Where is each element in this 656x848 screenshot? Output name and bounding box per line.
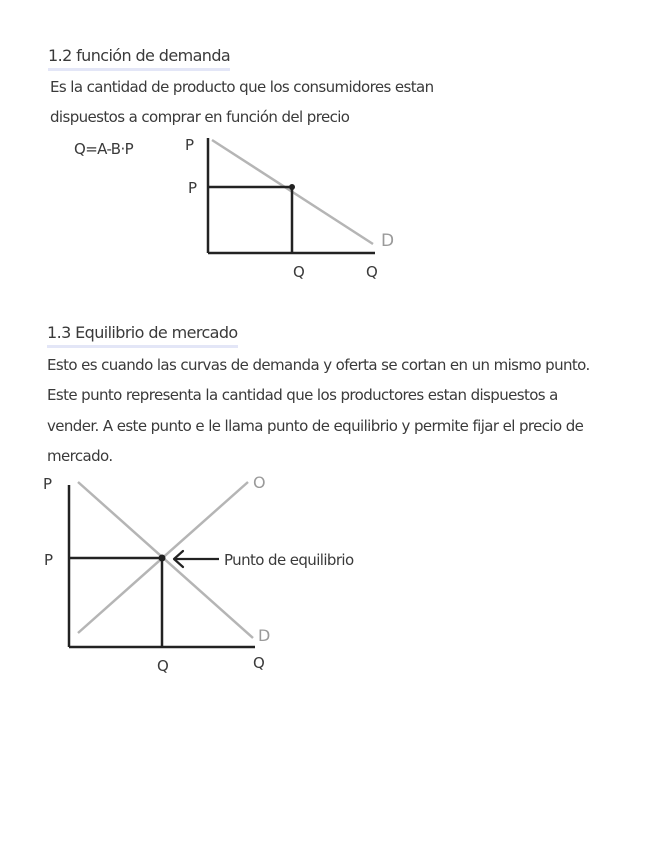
supply-curve-label: O	[253, 473, 266, 492]
equilibrium-text-line-1: Esto es cuando las curvas de demanda y oferta se cortan en un mismo punto.	[47, 356, 590, 374]
equilibrium-x-axis-label: Q	[253, 654, 265, 672]
equilibrium-quantity-label: Q	[157, 657, 169, 675]
demand-section-heading: 1.2 función de demanda	[48, 46, 230, 71]
demand-formula: Q=A-B·P	[74, 140, 134, 158]
equilibrium-text-line-3: vender. A este punto e le llama punto de equilibrio y permite fijar el precio de	[47, 417, 584, 435]
demand-y-axis-label: P	[185, 136, 195, 154]
equilibrium-section-heading: 1.3 Equilibrio de mercado	[47, 323, 238, 348]
equilibrium-price-label: P	[44, 551, 54, 569]
equilibrium-demand-curve-label: D	[258, 626, 271, 645]
equilibrium-y-axis-label: P	[43, 475, 53, 493]
equilibrium-text-line-2: Este punto representa la cantidad que los productores estan dispuestos a	[47, 386, 558, 404]
demand-price-label: P	[188, 179, 198, 197]
demand-quantity-label: Q	[293, 263, 305, 281]
equilibrium-point	[159, 555, 166, 562]
equilibrium-text-line-4: mercado.	[47, 447, 113, 465]
demand-curve-label: D	[381, 231, 395, 251]
demand-x-axis-label: Q	[366, 263, 378, 281]
demand-text-line-2: dispuestos a comprar en función del precio	[50, 108, 350, 126]
demand-text-line-1: Es la cantidad de producto que los consumidores estan	[50, 78, 434, 96]
equilibrium-annotation: Punto de equilibrio	[224, 551, 354, 569]
